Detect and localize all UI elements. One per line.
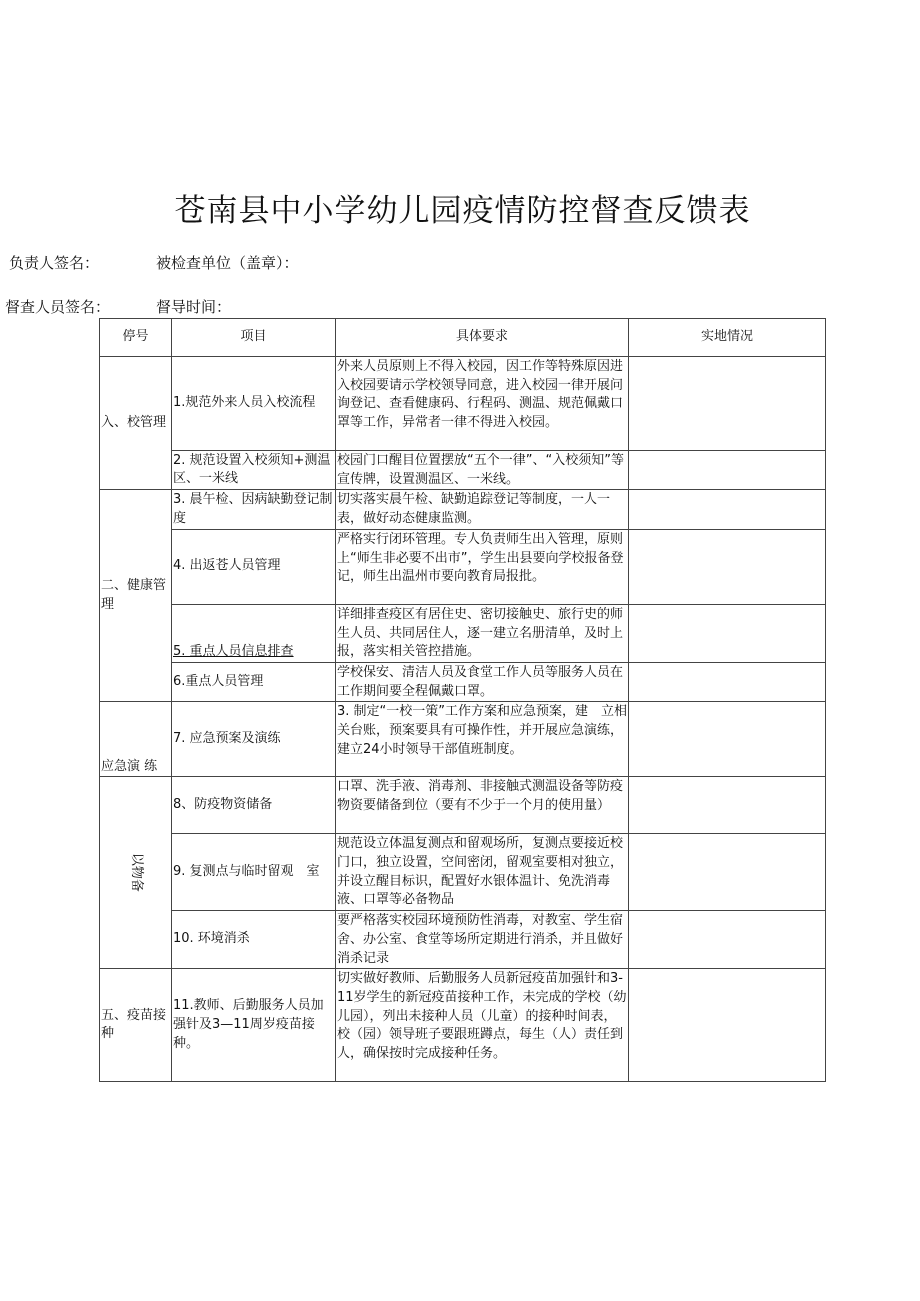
- group-cell: 入、校管理: [100, 357, 172, 490]
- status-cell[interactable]: [629, 490, 826, 529]
- requirement-cell: 切实落实晨午检、缺勤追踪登记等制度，一人一表，做好动态健康监测。: [336, 490, 629, 529]
- item-cell: 2. 规范设置入校须知+测温区、一米线: [172, 451, 336, 490]
- table-row: [100, 777, 826, 834]
- item-cell: 9. 复测点与临时留观 室: [172, 834, 336, 911]
- requirement-cell: 详细排查疫区有居住史、密切接触史、旅行史的师生人员、共同居住人，逐一建立名册清单，及时上报，落实相关管控措施。: [336, 604, 629, 662]
- status-cell[interactable]: [629, 604, 826, 662]
- item-cell: 3. 晨午检、因病缺勤登记制度: [172, 490, 336, 529]
- table-header-row: [100, 319, 826, 357]
- inspection-table: [99, 318, 826, 1082]
- status-cell[interactable]: [629, 357, 826, 451]
- item-cell: 4. 出返苍人员管理: [172, 529, 336, 604]
- requirement-cell: 要严格落实校园环境预防性消毒，对教室、学生宿舍、办公室、食堂等场所定期进行消杀，并且做好消杀记录: [336, 911, 629, 969]
- status-cell[interactable]: [629, 969, 826, 1082]
- table-row: [100, 662, 826, 701]
- responsible-person-signature-label: 负责人签名：: [9, 254, 100, 272]
- status-cell[interactable]: [629, 451, 826, 490]
- item-cell: 11.教师、后勤服务人员加强针及3—11周岁疫苗接种。: [172, 969, 336, 1082]
- table-row: [100, 834, 826, 911]
- status-cell[interactable]: [629, 702, 826, 777]
- table-row: [100, 529, 826, 604]
- group-cell: 二、健康管理: [100, 490, 172, 702]
- requirement-cell: 严格实行闭环管理。专人负责师生出入管理，原则上“师生非必要不出市”，学生出县要向学校报备登记，师生出温州市要向教育局报批。: [336, 529, 629, 604]
- table-row: [100, 490, 826, 529]
- requirement-cell: 学校保安、清洁人员及食堂工作人员等服务人员在工作期间要全程佩戴口罩。: [336, 662, 629, 701]
- group-label-rotated: 以物备: [128, 853, 144, 893]
- group-cell: 应急演 练: [100, 702, 172, 777]
- status-cell[interactable]: [629, 529, 826, 604]
- header-status: 实地情况: [629, 319, 826, 357]
- item-cell: 10. 环境消杀: [172, 911, 336, 969]
- table-row: [100, 911, 826, 969]
- table-row: [100, 357, 826, 451]
- requirement-cell: 3. 制定“一校一策”工作方案和应急预案，建 立相关台账，预案要具有可操作性，并开展应急演练，建立24小时领导干部值班制度。: [336, 702, 629, 777]
- status-cell[interactable]: [629, 911, 826, 969]
- inspection-time-label: 督导时间：: [156, 298, 232, 316]
- requirement-cell: 规范设立体温复测点和留观场所，复测点要接近校门口，独立设置，空间密闭，留观室要相对独立，并设立醒目标识，配置好水银体温计、免洗消毒液、口罩等必备物品: [336, 834, 629, 911]
- table-row: [100, 702, 826, 777]
- requirement-cell: 外来人员原则上不得入校园，因工作等特殊原因进入校园要请示学校领导同意，进入校园一律开展问询登记、查看健康码、行程码、测温、规范佩戴口罩等工作，异常者一律不得进入校园。: [336, 357, 629, 451]
- table-row: [100, 451, 826, 490]
- table-row: [100, 969, 826, 1082]
- table-row: [100, 604, 826, 662]
- header-number: 停号: [100, 319, 172, 357]
- item-cell: 8、防疫物资储备: [172, 777, 336, 834]
- header-requirement: 具体要求: [336, 319, 629, 357]
- requirement-cell: 切实做好教师、后勤服务人员新冠疫苗加强针和3-11岁学生的新冠疫苗接种工作，未完成的学校（幼儿园），列出未接种人员（儿童）的接种时间表，校（园）领导班子要跟班蹲点，每生（人）责任到人，确保按时完成接种任务。: [336, 969, 629, 1082]
- status-cell[interactable]: [629, 834, 826, 911]
- header-item: 项目: [172, 319, 336, 357]
- item-cell: 5. 重点人员信息排查: [172, 604, 336, 662]
- item-cell: 6.重点人员管理: [172, 662, 336, 701]
- page-title: 苍南县中小学幼儿园疫情防控督查反馈表: [174, 193, 751, 229]
- group-cell: [100, 777, 172, 969]
- inspected-unit-label: 被检查单位（盖章）：: [156, 254, 299, 272]
- requirement-cell: 校园门口醒目位置摆放“五个一律”、“入校须知”等宣传牌，设置测温区、一米线。: [336, 451, 629, 490]
- group-cell: 五、疫苗接种: [100, 969, 172, 1082]
- requirement-cell: 口罩、洗手液、消毒剂、非接触式测温设备等防疫物资要储备到位（要有不少于一个月的使用量）: [336, 777, 629, 834]
- status-cell[interactable]: [629, 662, 826, 701]
- item-cell: 7. 应急预案及演练: [172, 702, 336, 777]
- status-cell[interactable]: [629, 777, 826, 834]
- inspector-signature-label: 督查人员签名：: [5, 298, 111, 316]
- item-cell: 1.规范外来人员入校流程: [172, 357, 336, 451]
